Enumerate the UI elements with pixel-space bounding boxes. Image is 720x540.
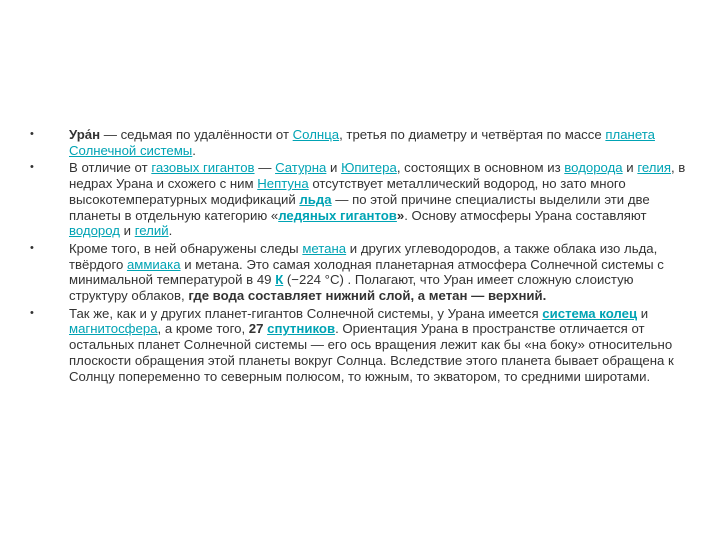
text-link[interactable]: К (275, 272, 284, 288)
text-run: , а кроме того, (157, 321, 249, 337)
bullet-dot-icon: • (30, 241, 34, 254)
text-link[interactable]: система колец (542, 305, 638, 321)
bullet-item (30, 127, 690, 158)
text-run: и (326, 160, 342, 176)
bullet-dot-icon: • (30, 128, 34, 140)
text-link[interactable]: гелия (637, 160, 671, 176)
text-link[interactable]: магнитосфера (69, 321, 158, 337)
text-run: где вода составляет нижний слой, а метан — верхний. (188, 288, 547, 304)
bullet-list (30, 127, 690, 384)
bullet-dot-icon: • (30, 161, 34, 174)
text-run: — по этой причине специалисты выделили эти две планеты в отдельную категорию « (69, 191, 650, 223)
text-run: (−224 °C) . Полагают, что Уран имеет сложную слоистую структуру облаков, (69, 272, 634, 304)
text-link[interactable]: водорода (564, 160, 623, 176)
text-run: В отличие от (69, 160, 152, 176)
text-link[interactable]: спутников (267, 321, 336, 337)
text-link[interactable]: льда (299, 191, 332, 207)
text-run: и (120, 223, 135, 239)
text-link[interactable]: водород (69, 223, 121, 239)
bullet-item (30, 241, 690, 304)
text-run: 27 (248, 321, 268, 337)
text-link[interactable]: Солнечной системы (69, 142, 193, 158)
text-run: — седьмая по удалённости от (100, 127, 293, 142)
text-link[interactable]: ледяных гигантов (278, 207, 397, 223)
text-run: . Ориентация Урана в пространстве отличается от остальных планет Солнечной системы — его ось вращения лежит как бы «на боку» относительно плоскости обращения этой планеты вокруг Солнца. Вследствие этого планета бывает обращена к Солнцу попеременно то северным полюсом, то южным, то экватором, то средними широтами. (69, 321, 674, 384)
bullet-item (30, 306, 690, 385)
text-link[interactable]: газовых гигантов (151, 160, 255, 176)
text-link[interactable]: Сатурна (275, 160, 327, 176)
bullet-dot-icon: • (30, 306, 34, 319)
text-run: Так же, как и у других планет-гигантов Солнечной системы, у Урана имеется (69, 305, 543, 321)
text-run: — (254, 160, 276, 176)
text-link[interactable]: планета (605, 127, 655, 142)
text-run: и других углеводородов, а также облака изо льда, твёрдого (69, 240, 658, 272)
text-run: . Основу атмосферы Урана составляют (404, 207, 647, 223)
bullet-item (30, 160, 690, 239)
text-run: » (396, 207, 405, 223)
text-run: Ура́н (69, 127, 101, 142)
text-link[interactable]: метана (302, 240, 347, 256)
text-run: отсутствует металлический водород, но зато много высокотемпературных модификаций (69, 176, 626, 207)
text-run: Кроме того, в ней обнаружены следы (69, 240, 303, 256)
text-run: . (192, 142, 196, 158)
text-link[interactable]: Юпитера (341, 160, 397, 176)
text-run: и метана. Это самая холодная планетарная атмосфера Солнечной системы с минимальной температурой в 49 (69, 256, 664, 288)
text-link[interactable]: Нептуна (257, 176, 309, 192)
text-run: и (622, 160, 638, 176)
text-link[interactable]: аммиака (126, 256, 181, 272)
text-run: , состоящих в основном из (396, 160, 565, 176)
text-run: и (637, 305, 649, 321)
text-link[interactable]: Солнца (292, 127, 340, 142)
text-link[interactable]: гелий (134, 223, 169, 239)
text-run: , третья по диаметру и четвёртая по массе (339, 127, 606, 142)
text-run: , в недрах Урана и схожего с ним (69, 160, 686, 192)
text-run: . (168, 223, 173, 239)
